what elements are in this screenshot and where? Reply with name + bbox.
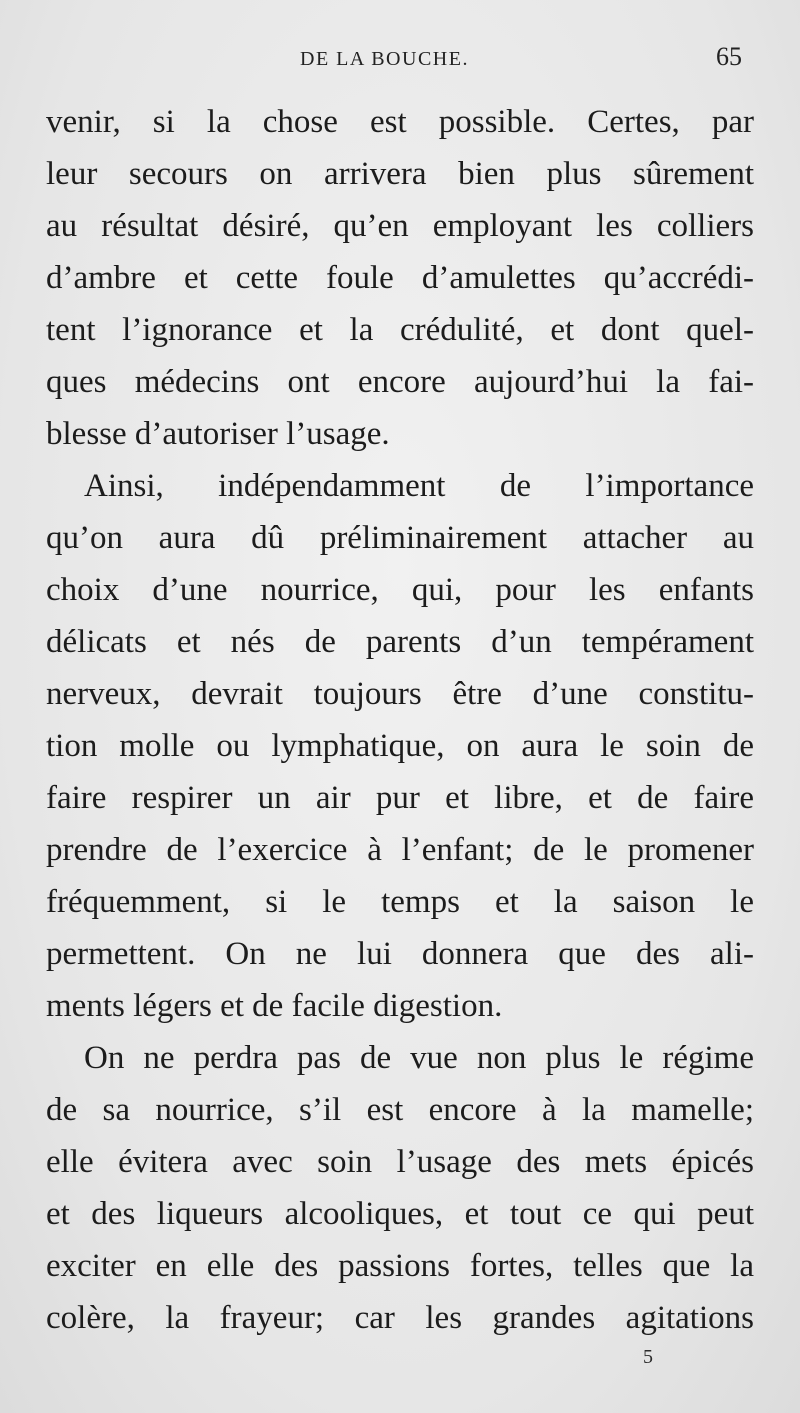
text-line: nerveux, devrait toujours être d’une constitu-	[46, 676, 754, 712]
text-line: qu’on aura dû préliminairement attacher au	[46, 520, 754, 556]
text-line: choix d’une nourrice, qui, pour les enfants	[46, 572, 754, 608]
text-line: faire respirer un air pur et libre, et de faire	[46, 780, 754, 816]
text-line: délicats et nés de parents d’un tempérament	[46, 624, 754, 660]
text-line: tion molle ou lymphatique, on aura le soin de	[46, 728, 754, 764]
text-line: exciter en elle des passions fortes, telles que la	[46, 1248, 754, 1284]
text-line: blesse d’autoriser l’usage.	[46, 416, 390, 452]
text-line: elle évitera avec soin l’usage des mets épicés	[46, 1144, 754, 1180]
text-line: fréquemment, si le temps et la saison le	[46, 884, 754, 920]
running-header	[0, 42, 800, 76]
running-title: DE LA BOUCHE.	[300, 48, 469, 70]
text-line: de sa nourrice, s’il est encore à la mamelle;	[46, 1092, 754, 1128]
text-line: tent l’ignorance et la crédulité, et dont quel-	[46, 312, 754, 348]
text-line: On ne perdra pas de vue non plus le régime	[84, 1040, 754, 1076]
text-line: ques médecins ont encore aujourd’hui la fai-	[46, 364, 754, 400]
text-line: et des liqueurs alcooliques, et tout ce qui peut	[46, 1196, 754, 1232]
text-line: au résultat désiré, qu’en employant les colliers	[46, 208, 754, 244]
text-line: permettent. On ne lui donnera que des ali-	[46, 936, 754, 972]
body-text	[46, 96, 754, 1344]
signature-mark: 5	[643, 1346, 653, 1368]
text-line: leur secours on arrivera bien plus sûrement	[46, 156, 754, 192]
text-line: prendre de l’exercice à l’enfant; de le promener	[46, 832, 754, 868]
page-number: 65	[716, 42, 742, 71]
text-line: ments légers et de facile digestion.	[46, 988, 503, 1024]
text-line: venir, si la chose est possible. Certes, par	[46, 104, 754, 140]
text-line: Ainsi, indépendamment de l’importance	[84, 468, 754, 504]
text-line: d’ambre et cette foule d’amulettes qu’accrédi-	[46, 260, 754, 296]
text-line: colère, la frayeur; car les grandes agitations	[46, 1300, 754, 1336]
